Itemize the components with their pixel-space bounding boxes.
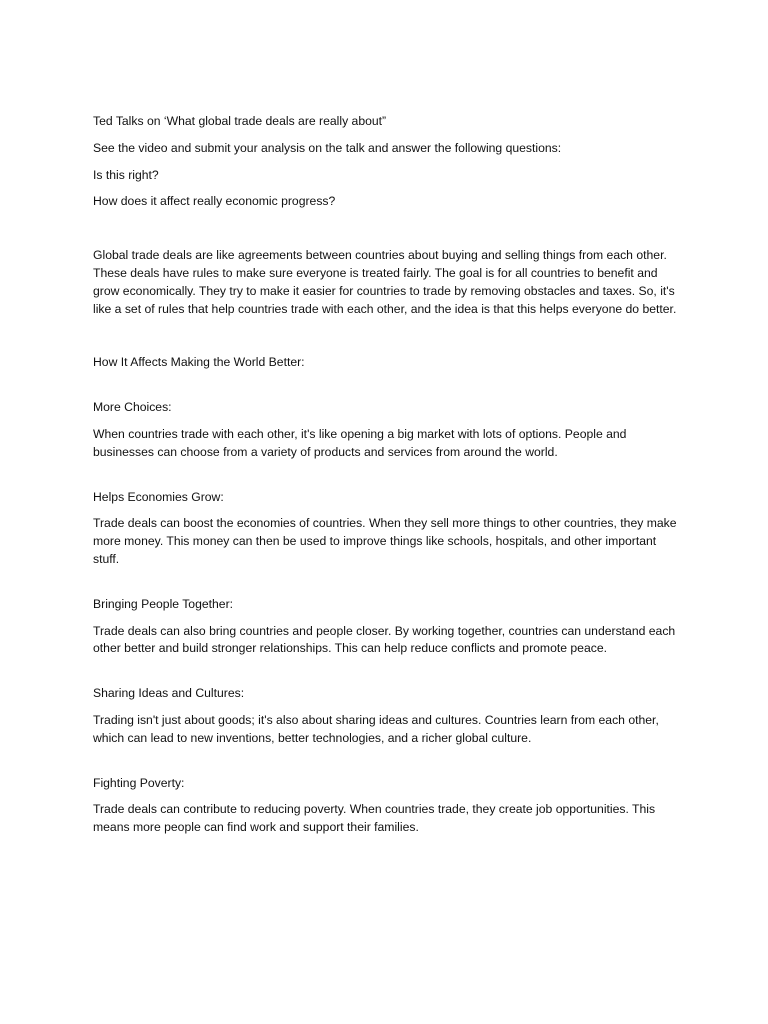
point-heading-people-together: Bringing People Together: (93, 596, 234, 611)
question-1: Is this right? (93, 167, 159, 182)
point-body-ideas-cultures: Trading isn't just about goods; it's also about sharing ideas and cultures. Countries learn from each other, which can lead to new inventions, better technologies, and a richer global culture. (93, 712, 659, 745)
point-heading-more-choices: More Choices: (93, 400, 172, 415)
point-heading-ideas-cultures: Sharing Ideas and Cultures: (93, 686, 245, 701)
section-heading: How It Affects Making the World Better: (93, 355, 305, 370)
point-body-more-choices: When countries trade with each other, it's like opening a big market with lots of options. People and businesses can choose from a variety of products and services from around the world. (93, 426, 627, 459)
point-heading-economies-grow: Helps Economies Grow: (93, 489, 224, 504)
intro-paragraph: Global trade deals are like agreements between countries about buying and selling things from each other. These deals have rules to make sure everyone is treated fairly. The goal is for all countries to benefit and grow economically. They try to make it easier for countries to trade by removing obstacles and taxes. So, it's like a set of rules that help countries trade with each other, and the idea is that this helps everyone do better. (93, 248, 677, 316)
document-body (93, 113, 678, 837)
point-body-economies-grow: Trade deals can boost the economies of countries. When they sell more things to other countries, they make more money. This money can then be used to improve things like schools, hospitals, and other important stuff. (93, 516, 677, 566)
point-body-people-together: Trade deals can also bring countries and people closer. By working together, countries can understand each other better and build stronger relationships. This can help reduce conflicts and promote peace. (93, 623, 676, 656)
instruction-line: See the video and submit your analysis on the talk and answer the following questions: (93, 140, 562, 155)
title-line: Ted Talks on ‘What global trade deals are really about” (93, 114, 387, 128)
point-heading-fighting-poverty: Fighting Poverty: (93, 775, 185, 790)
question-2: How does it affect really economic progress? (93, 194, 336, 209)
point-body-fighting-poverty: Trade deals can contribute to reducing poverty. When countries trade, they create job opportunities. This means more people can find work and support their families. (93, 802, 656, 835)
